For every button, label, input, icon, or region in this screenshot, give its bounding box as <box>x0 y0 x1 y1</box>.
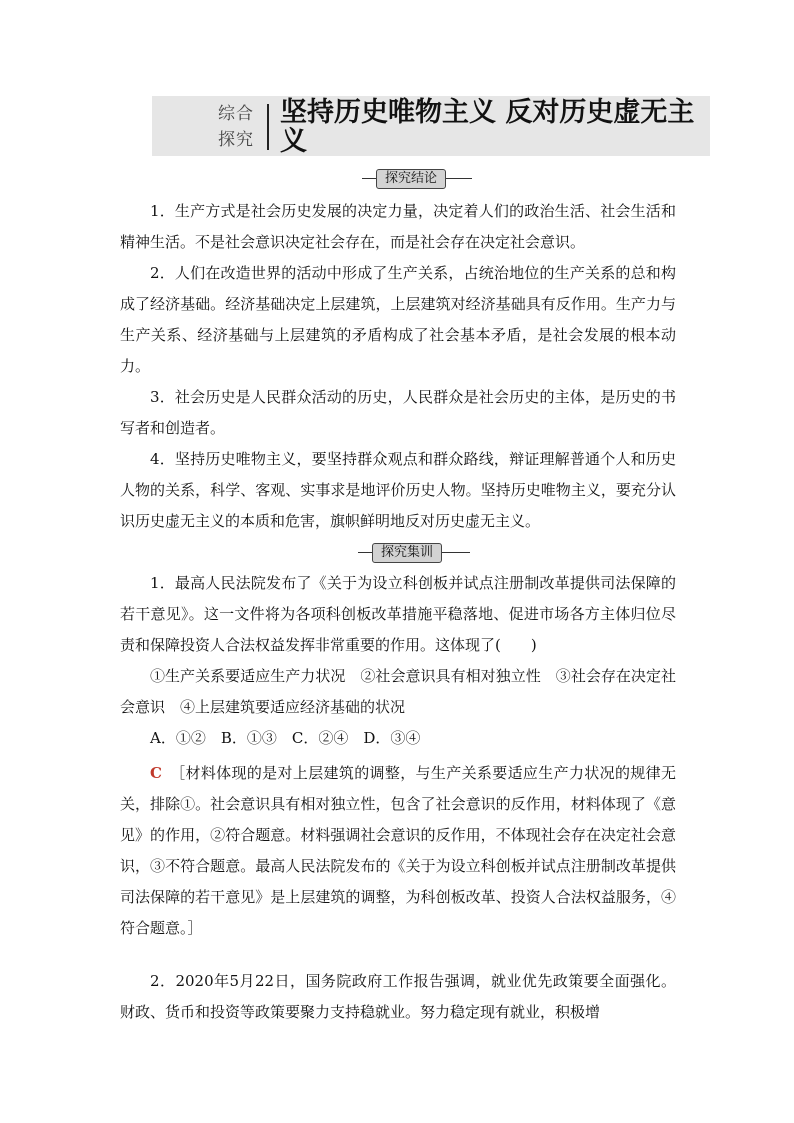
header-divider <box>267 104 269 150</box>
section-tag <box>214 101 258 153</box>
conclusion-2: 2．人们在改造世界的活动中形成了生产关系，占统治地位的生产关系的总和构成了经济基础。经济基础决定上层建筑，上层建筑对经济基础具有反作用。生产力与生产关系、经济基础与上层建筑的矛盾构成了社会基本矛盾，是社会发展的根本动力。 <box>120 264 676 375</box>
page-title: 坚持历史唯物主义 反对历史虚无主义 <box>280 97 695 157</box>
answer-letter: C <box>150 764 162 782</box>
question-2-stem: 2．2020年5月22日，国务院政府工作报告强调，就业优先政策要全面强化。财政、货币和投资等政策要聚力支持稳就业。努力稳定现有就业，积极增 <box>120 972 676 1021</box>
training-label <box>0 542 794 564</box>
conclusions-label-text: 探究结论 <box>376 169 446 189</box>
conclusions-label <box>0 168 794 190</box>
conclusion-3: 3．社会历史是人民群众活动的历史，人民群众是社会历史的主体，是历史的书写者和创造者。 <box>120 388 676 437</box>
tag-line-1: 综合 <box>218 104 254 124</box>
section-header <box>152 96 710 156</box>
question-1-answer <box>120 758 676 944</box>
training-label-text: 探究集训 <box>372 543 442 563</box>
answer-explanation: ［材料体现的是对上层建筑的调整，与生产关系要适应生产力状况的规律无关，排除①。社会意识具有相对独立性，包含了社会意识的反作用，材料体现了《意见》的作用，②符合题意。材料强调社会意识的反作用，不体现社会存在决定社会意识，③不符合题意。最高人民法院发布的《关于为设立科创板并试点注册制改革提供司法保障的若干意见》是上层建筑的调整，为科创板改革、投资人合法权益服务，④符合题意。］ <box>120 764 676 937</box>
question-1 <box>120 568 676 944</box>
conclusion-4: 4．坚持历史唯物主义，要坚持群众观点和群众路线，辩证理解普通个人和历史人物的关系，科学、客观、实事求是地评价历史人物。坚持历史唯物主义，要充分认识历史虚无主义的本质和危害，旗帜鲜明地反对历史虚无主义。 <box>120 450 676 530</box>
question-1-choices: A．①② B．①③ C．②④ D．③④ <box>150 729 421 747</box>
tag-line-2: 探究 <box>218 130 254 150</box>
conclusion-1: 1．生产方式是社会历史发展的决定力量，决定着人们的政治生活、社会生活和精神生活。不是社会意识决定社会存在，而是社会存在决定社会意识。 <box>120 202 676 251</box>
conclusions-body <box>120 196 676 537</box>
question-1-stem: 1．最高人民法院发布了《关于为设立科创板并试点注册制改革提供司法保障的若干意见》。这一文件将为各项科创板改革措施平稳落地、促进市场各方主体归位尽责和保障投资人合法权益发挥非常重要的作用。这体现了( ) <box>120 574 676 654</box>
question-1-statements: ①生产关系要适应生产力状况 ②社会意识具有相对独立性 ③社会存在决定社会意识 ④上层建筑要适应经济基础的状况 <box>120 667 676 716</box>
question-2 <box>120 966 676 1028</box>
